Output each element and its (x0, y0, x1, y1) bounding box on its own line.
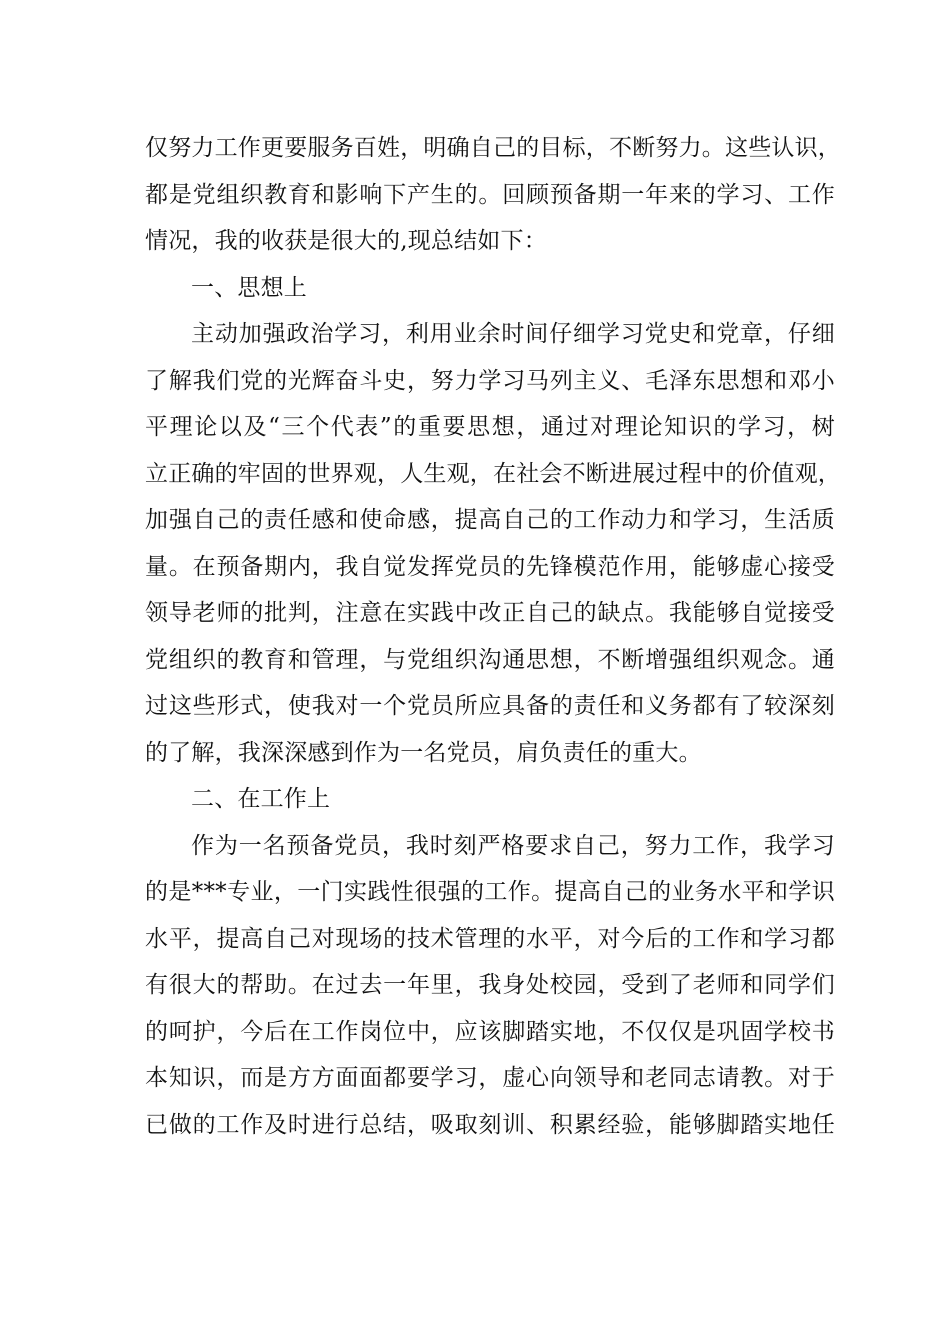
paragraph-line: 作为一名预备党员，我时刻严格要求自己，努力工作，我学习 (191, 832, 835, 859)
paragraph-line: 过这些形式，使我对一个党员所应具备的责任和义务都有了较深刻 (145, 693, 835, 719)
paragraph-line: 了解我们党的光辉奋斗史，努力学习马列主义、毛泽东思想和邓小 (145, 367, 835, 394)
paragraph-line: 平理论以及“三个代表”的重要思想，通过对理论知识的学习，树 (145, 414, 835, 440)
section-heading-work: 二、在工作上 (191, 786, 331, 812)
paragraph-line: 的是***专业，一门实践性很强的工作。提高自己的业务水平和学识 (145, 879, 835, 905)
paragraph-line: 情况，我的收获是很大的,现总结如下： (145, 228, 547, 254)
paragraph-line: 主动加强政治学习，利用业余时间仔细学习党史和党章，仔细 (191, 321, 835, 347)
paragraph-line: 党组织的教育和管理，与党组织沟通思想，不断增强组织观念。通 (145, 646, 835, 673)
paragraph-line: 领导老师的批判，注意在实践中改正自己的缺点。我能够自觉接受 (145, 600, 835, 626)
paragraph-line: 的了解，我深深感到作为一名党员，肩负责任的重大。 (145, 739, 702, 766)
paragraph-line: 水平，提高自己对现场的技术管理的水平，对今后的工作和学习都 (145, 925, 835, 952)
section-heading-thought: 一、思想上 (191, 274, 307, 301)
paragraph-line: 加强自己的责任感和使命感，提高自己的工作动力和学习，生活质 (145, 507, 835, 533)
paragraph-line: 已做的工作及时进行总结，吸取刻训、积累经验，能够脚踏实地任 (145, 1111, 835, 1138)
paragraph-line: 立正确的牢固的世界观，人生观，在社会不断进展过程中的价值观， (145, 460, 841, 487)
paragraph-line: 量。在预备期内，我自觉发挥党员的先锋模范作用，能够虚心接受 (145, 553, 835, 580)
paragraph-line: 仅努力工作更要服务百姓，明确自己的目标，不断努力。这些认识， (145, 135, 841, 161)
paragraph-line: 有很大的帮助。在过去一年里，我身处校园，受到了老师和同学们 (145, 972, 835, 998)
paragraph-line: 本知识，而是方方面面都要学习，虚心向领导和老同志请教。对于 (145, 1065, 835, 1091)
document-body (145, 125, 841, 1148)
paragraph-line: 的呵护，今后在工作岗位中，应该脚踏实地，不仅仅是巩固学校书 (145, 1018, 835, 1045)
paragraph-line: 都是党组织教育和影响下产生的。回顾预备期一年来的学习、工作 (145, 181, 835, 208)
